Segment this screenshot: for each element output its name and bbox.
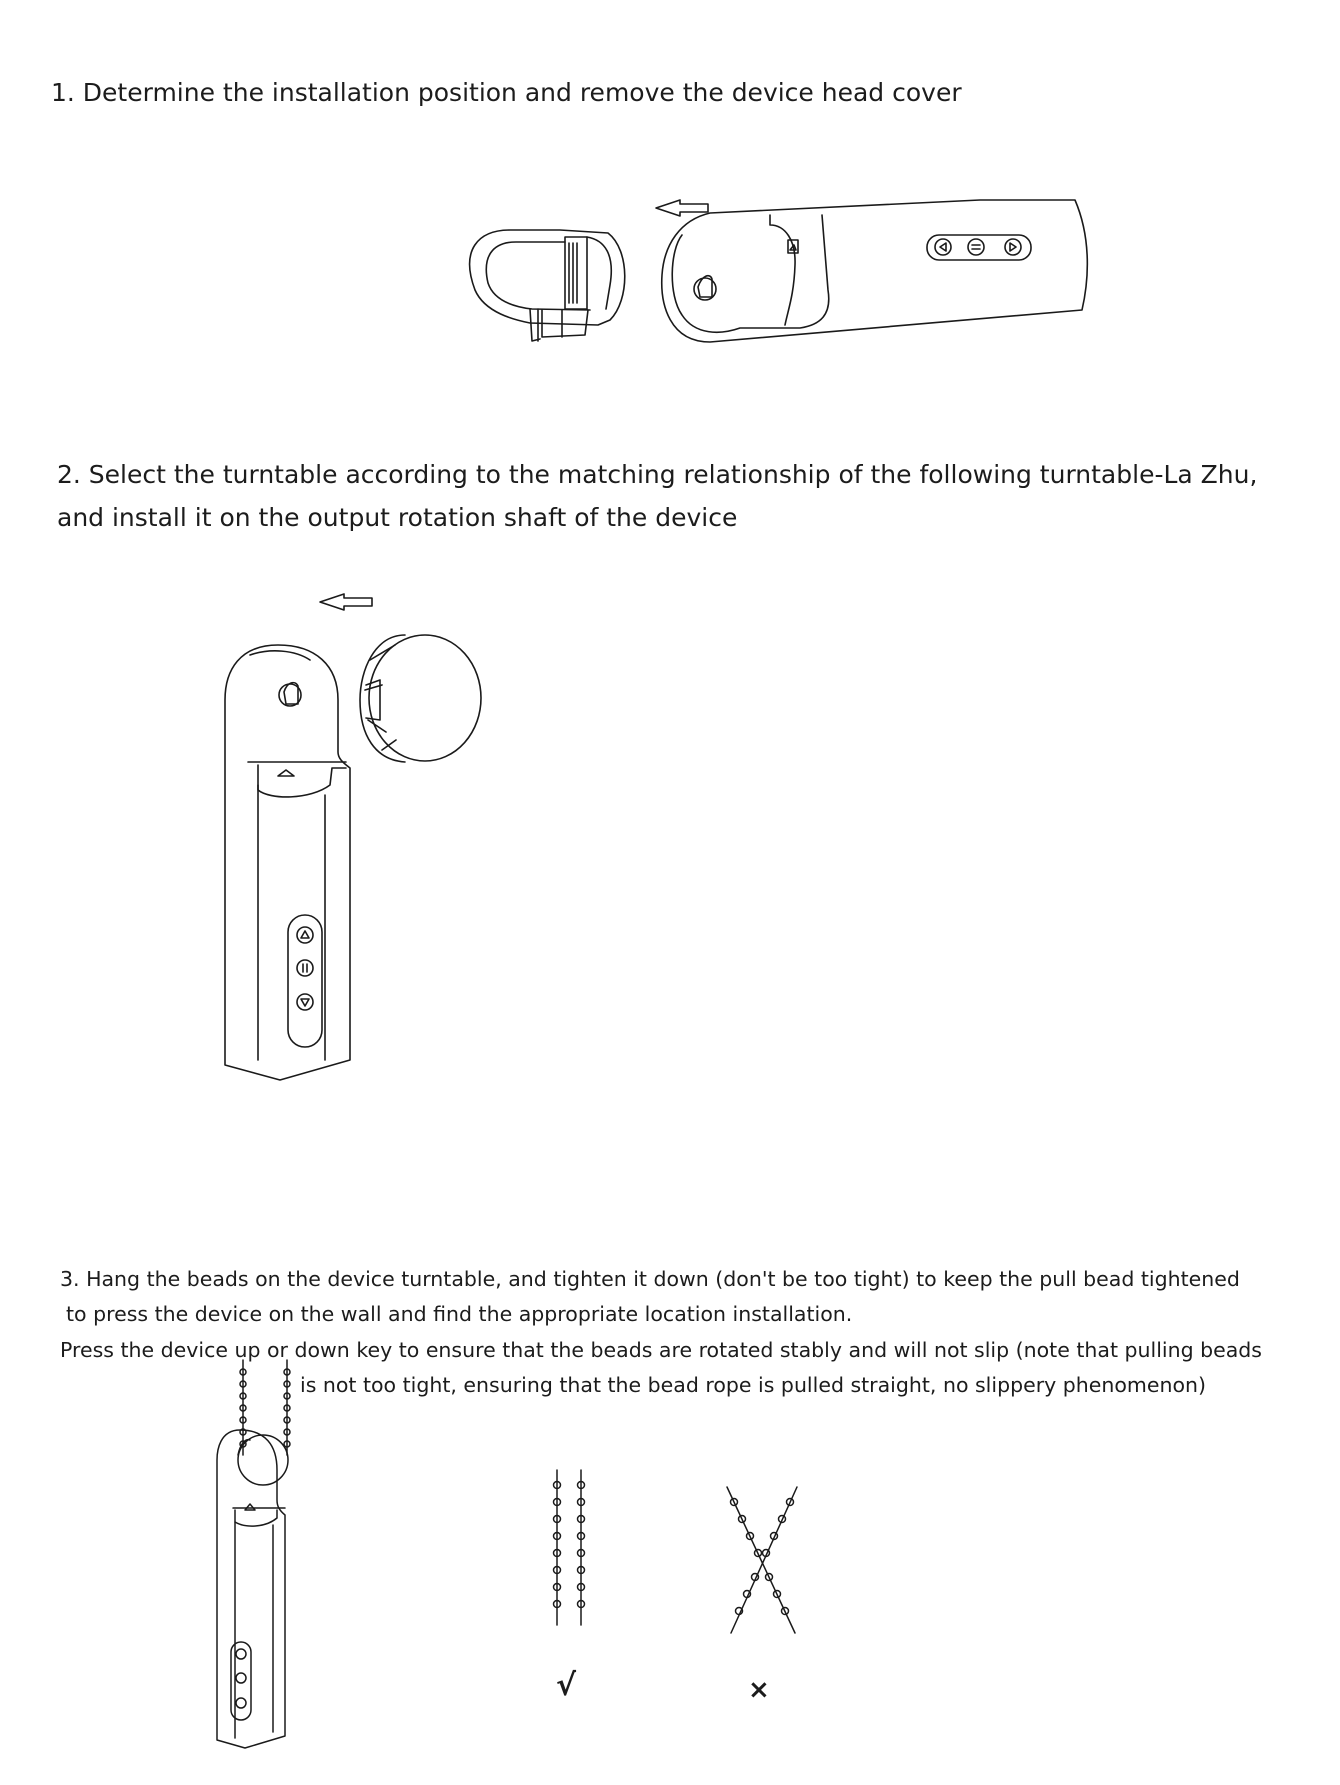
illustration-beads-straight	[545, 1470, 595, 1630]
step-2-instruction-line-2: and install it on the output rotation shaft of the device	[57, 503, 738, 532]
pause-icon	[236, 1673, 246, 1683]
chevron-up-icon	[297, 927, 313, 943]
wrong-mark: ×	[748, 1675, 770, 1705]
head-cover	[470, 230, 625, 341]
chevron-down-icon	[236, 1698, 246, 1708]
step-3-instruction-line-2: to press the device on the wall and find the appropriate location installation.	[66, 1302, 853, 1326]
illustration-hang-beads	[205, 1360, 305, 1760]
bead-chain-icon	[727, 1487, 797, 1633]
turntable	[360, 635, 481, 762]
pause-icon	[297, 960, 313, 976]
step-2-instruction-line-1: 2. Select the turntable according to the matching relationship of the following turntable-La Zhu,	[57, 460, 1258, 489]
step-1-instruction: 1. Determine the installation position and remove the device head cover	[51, 78, 962, 107]
step-3-instruction-line-3: Press the device up or down key to ensure that the beads are rotated stably and will not slip (note that pulling beads	[60, 1338, 1262, 1362]
illustration-remove-head-cover	[470, 195, 1090, 375]
pause-icon	[968, 239, 984, 255]
illustration-beads-crossed	[725, 1485, 800, 1640]
chevron-up-icon	[236, 1649, 246, 1659]
device-body-vertical	[225, 645, 350, 1080]
step-3-instruction-line-1: 3. Hang the beads on the device turntable, and tighten it down (don't be too tight) to keep the pull bead tightened	[60, 1267, 1240, 1291]
button-panel-horizontal	[935, 239, 1021, 255]
arrow-left-icon	[320, 594, 372, 610]
button-panel-small	[236, 1649, 246, 1708]
device-body-horizontal	[662, 200, 1088, 342]
play-left-icon	[935, 239, 951, 255]
illustration-install-turntable	[220, 590, 500, 1080]
play-right-icon	[1005, 239, 1021, 255]
bead-chain-icon	[554, 1470, 585, 1625]
device-body-with-beads	[217, 1430, 288, 1748]
button-panel-vertical	[297, 927, 313, 1010]
chevron-down-icon	[297, 994, 313, 1010]
arrow-left-icon	[656, 200, 708, 216]
correct-mark: √	[556, 1668, 577, 1703]
step-3-instruction-line-4: is not too tight, ensuring that the bead rope is pulled straight, no slippery phenomenon)	[300, 1373, 1207, 1397]
